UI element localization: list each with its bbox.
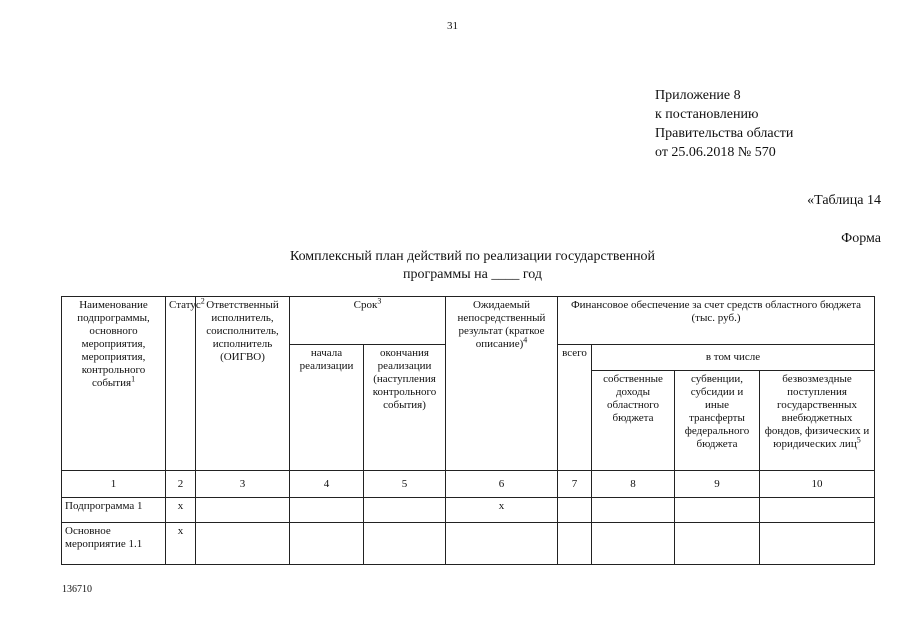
- row-term-end: [364, 498, 446, 523]
- header-including: в том числе: [592, 345, 875, 371]
- column-number: 10: [760, 471, 875, 498]
- row-status: х: [166, 523, 196, 565]
- column-number: 4: [290, 471, 364, 498]
- column-number: 5: [364, 471, 446, 498]
- header-total: всего: [558, 345, 592, 471]
- column-number: 3: [196, 471, 290, 498]
- header-responsible: Ответственный исполнитель, соисполнитель, исполнитель (ОИГВО): [196, 297, 290, 471]
- header-result: Ожидаемый непосредственный результат (краткое описание)$^4$: [446, 297, 558, 471]
- row-responsible: [196, 498, 290, 523]
- appendix-block: [655, 86, 793, 162]
- table-row: [62, 523, 875, 565]
- row-own-income: [592, 498, 675, 523]
- row-gratuitous: [760, 498, 875, 523]
- title-line: Комплексный план действий по реализации государственной: [289, 249, 656, 264]
- plan-table: [61, 296, 875, 565]
- row-total: [558, 523, 592, 565]
- header-name: Наименование подпрограммы, основного мероприятия, мероприятия, контрольного события$^1$: [62, 297, 166, 471]
- row-term-start: [290, 523, 364, 565]
- column-number: 2: [166, 471, 196, 498]
- header-subventions: субвенции, субсидии и иные трансферты федерального бюджета: [675, 371, 760, 471]
- header-own-income: собственные доходы областного бюджета: [592, 371, 675, 471]
- row-own-income: [592, 523, 675, 565]
- form-label: Форма: [841, 231, 881, 246]
- column-number-row: [62, 471, 875, 498]
- header-status: Статус$^2$: [166, 297, 196, 471]
- header-term: Срок$^3$: [290, 297, 446, 345]
- title-line: программы на ____ год: [403, 267, 542, 282]
- table-row: [62, 498, 875, 523]
- column-number: 1: [62, 471, 166, 498]
- page-number: 31: [447, 20, 458, 32]
- row-total: [558, 498, 592, 523]
- header-term-start: начала реализации: [290, 345, 364, 471]
- appendix-line: от 25.06.2018 № 570: [655, 145, 776, 160]
- appendix-line: Правительства области: [655, 126, 794, 141]
- row-result: [446, 523, 558, 565]
- row-term-start: [290, 498, 364, 523]
- row-subventions: [675, 523, 760, 565]
- row-subventions: [675, 498, 760, 523]
- header-term-end: окончания реализации (наступления контрольного события): [364, 345, 446, 471]
- row-gratuitous: [760, 523, 875, 565]
- appendix-line: к постановлению: [655, 107, 759, 122]
- table-label: «Таблица 14: [807, 193, 881, 208]
- header-gratuitous: безвозмездные поступления государственных внебюджетных фондов, физических и юридических лиц$^5$: [760, 371, 875, 471]
- row-result: х: [446, 498, 558, 523]
- row-responsible: [196, 523, 290, 565]
- document-code: 136710: [62, 584, 92, 595]
- column-number: 7: [558, 471, 592, 498]
- column-number: 8: [592, 471, 675, 498]
- column-number: 6: [446, 471, 558, 498]
- appendix-line: Приложение 8: [655, 88, 741, 103]
- row-term-end: [364, 523, 446, 565]
- column-number: 9: [675, 471, 760, 498]
- row-name: Подпрограмма 1: [62, 498, 166, 523]
- header-finance: Финансовое обеспечение за счет средств областного бюджета (тыс. руб.): [558, 297, 875, 345]
- document-title: [0, 248, 905, 284]
- row-status: х: [166, 498, 196, 523]
- row-name: Основное мероприятие 1.1: [62, 523, 166, 565]
